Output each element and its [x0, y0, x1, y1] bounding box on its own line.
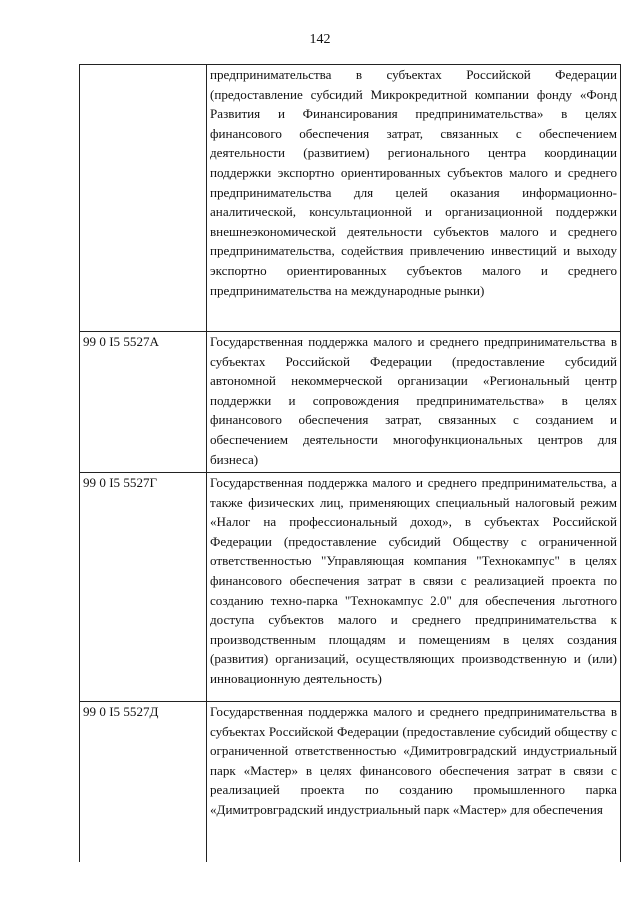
code-cell: 99 0 I5 5527Г [80, 473, 207, 702]
description-text: Государственная поддержка малого и среднего предпринимательства в субъектах Российской Федерации (предоставление субсидий автономной некоммерческой организации «Региональный центр поддержки и сопровождения предпринимательства» в целях финансового обеспечения затрат, связанных с созданием и обеспечением деятельности многофункциональных центров для бизнеса) [210, 334, 617, 467]
description-text: предпринимательства в субъектах Российской Федерации (предоставление субсидий Микрокредитной компании фонду «Фонд Развития и Финансирования предпринимательства» в целях финансового обеспечения затрат, связанных с обеспечением деятельности (развитием) регионального центра координации поддержки экспортно ориентированных субъектов малого и среднего предпринимательства для целей оказания информационно-аналитической, консультационной и организационной поддержки внешнеэкономической деятельности субъектов малого и среднего предпринимательства, содействия привлечению инвестиций и выходу экспортно ориентированных субъектов малого и среднего предпринимательства на международные рынки) [210, 67, 617, 298]
description-cell [207, 332, 621, 473]
table-row [80, 332, 621, 473]
table-row [80, 473, 621, 702]
page-number: 142 [309, 32, 331, 47]
description-cell [207, 702, 621, 863]
description-text: Государственная поддержка малого и среднего предпринимательства в субъектах Российской Федерации (предоставление субсидий обществу с ограниченной ответственностью «Димитровградский индустриальный парк «Мастер» в целях финансового обеспечения затрат в связи с реализацией проекта по созданию промышленного парка «Димитровградский индустриальный парк «Мастер» для обеспечения [210, 704, 617, 817]
table-row [80, 702, 621, 863]
description-cell [207, 473, 621, 702]
code-cell [80, 65, 207, 332]
code-cell: 99 0 I5 5527Д [80, 702, 207, 863]
code-cell: 99 0 I5 5527А [80, 332, 207, 473]
table-row [80, 65, 621, 332]
description-text: Государственная поддержка малого и среднего предпринимательства, а также физических лиц, применяющих специальный налоговый режим «Налог на профессиональный доход», в субъектах Российской Федерации (предоставление субсидий Обществу с ограниченной ответственностью "Управляющая компания "Технокампус" в целях финансового обеспечения затрат в связи с реализацией проекта по созданию техно-парка "Технокампус 2.0" для обеспечения льготного доступа субъектов малого и среднего предпринимательства к производственным площадям и помещениям в целях создания (развития) организаций, осуществляющих производственную и (или) инновационную деятельность) [210, 475, 617, 686]
budget-codes-table [79, 64, 621, 862]
description-cell [207, 65, 621, 332]
